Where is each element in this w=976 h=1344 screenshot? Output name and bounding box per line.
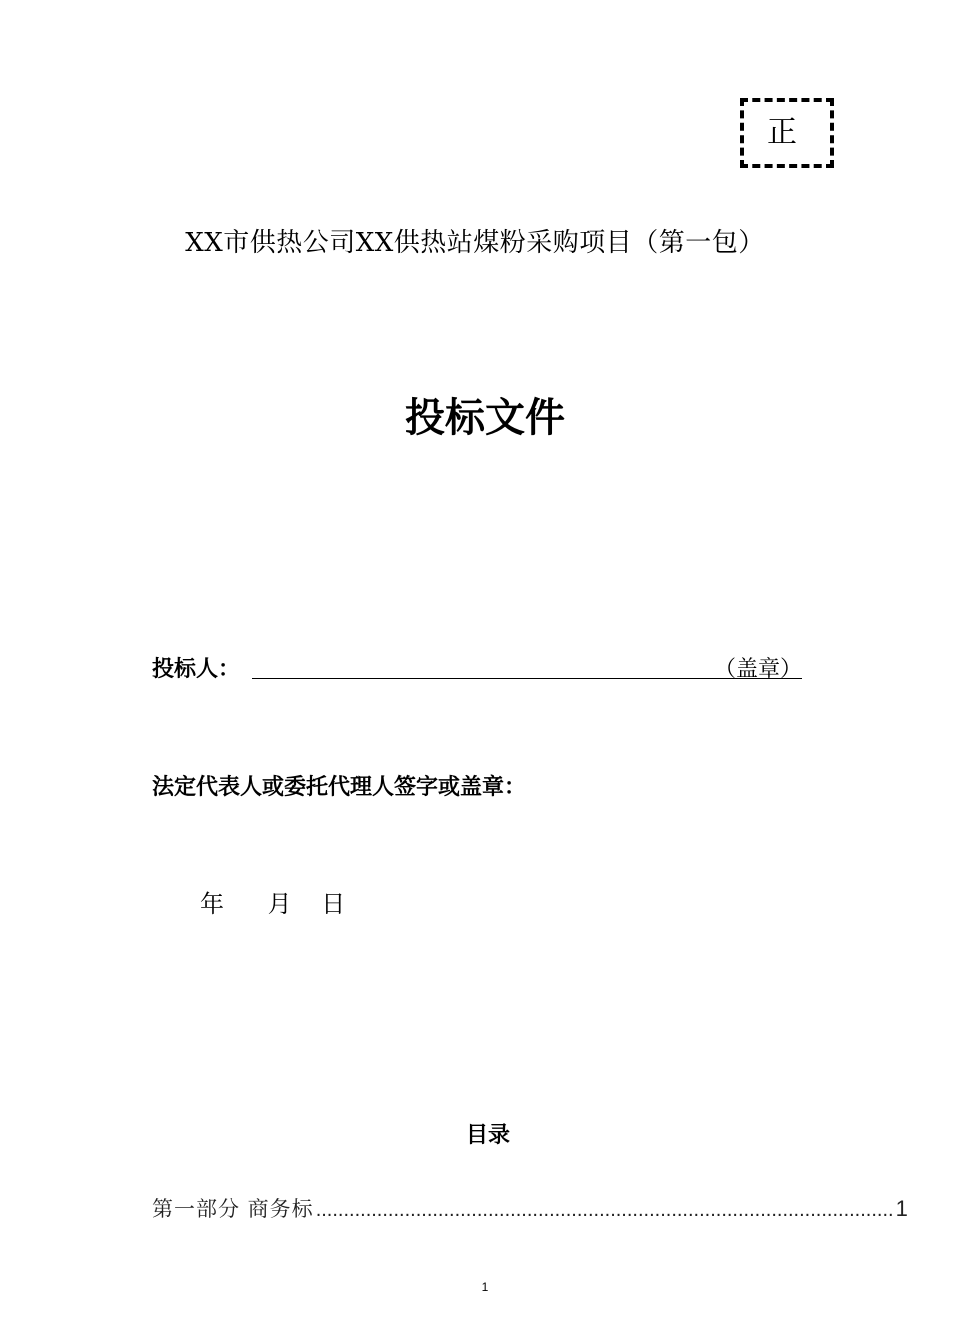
toc-item-leader: ........................................................................................................ [315, 1199, 894, 1221]
date-year: 年 [200, 890, 224, 918]
document-title: 投标文件 [405, 394, 565, 441]
toc-title: 目录 [465, 1123, 510, 1148]
toc-item-label: 第一部分 商务标 [152, 1197, 314, 1221]
page-number: 1 [481, 1280, 489, 1294]
toc-item[interactable] [152, 1193, 908, 1223]
seal-label: （盖章） [713, 657, 802, 682]
stamp-text: 正 [767, 115, 797, 150]
bidder-row [152, 652, 802, 682]
date-month: 月 [267, 890, 292, 918]
date-row [200, 884, 345, 919]
bidder-label: 投标人： [152, 657, 241, 682]
toc-item-page: 1 [895, 1196, 908, 1221]
legal-representative-label: 法定代表人或委托代理人签字或盖章： [152, 775, 527, 800]
project-title: XX市供热公司XX供热站煤粉采购项目（第一包） [185, 228, 765, 258]
date-day: 日 [321, 890, 346, 918]
original-copy-stamp [740, 98, 834, 168]
